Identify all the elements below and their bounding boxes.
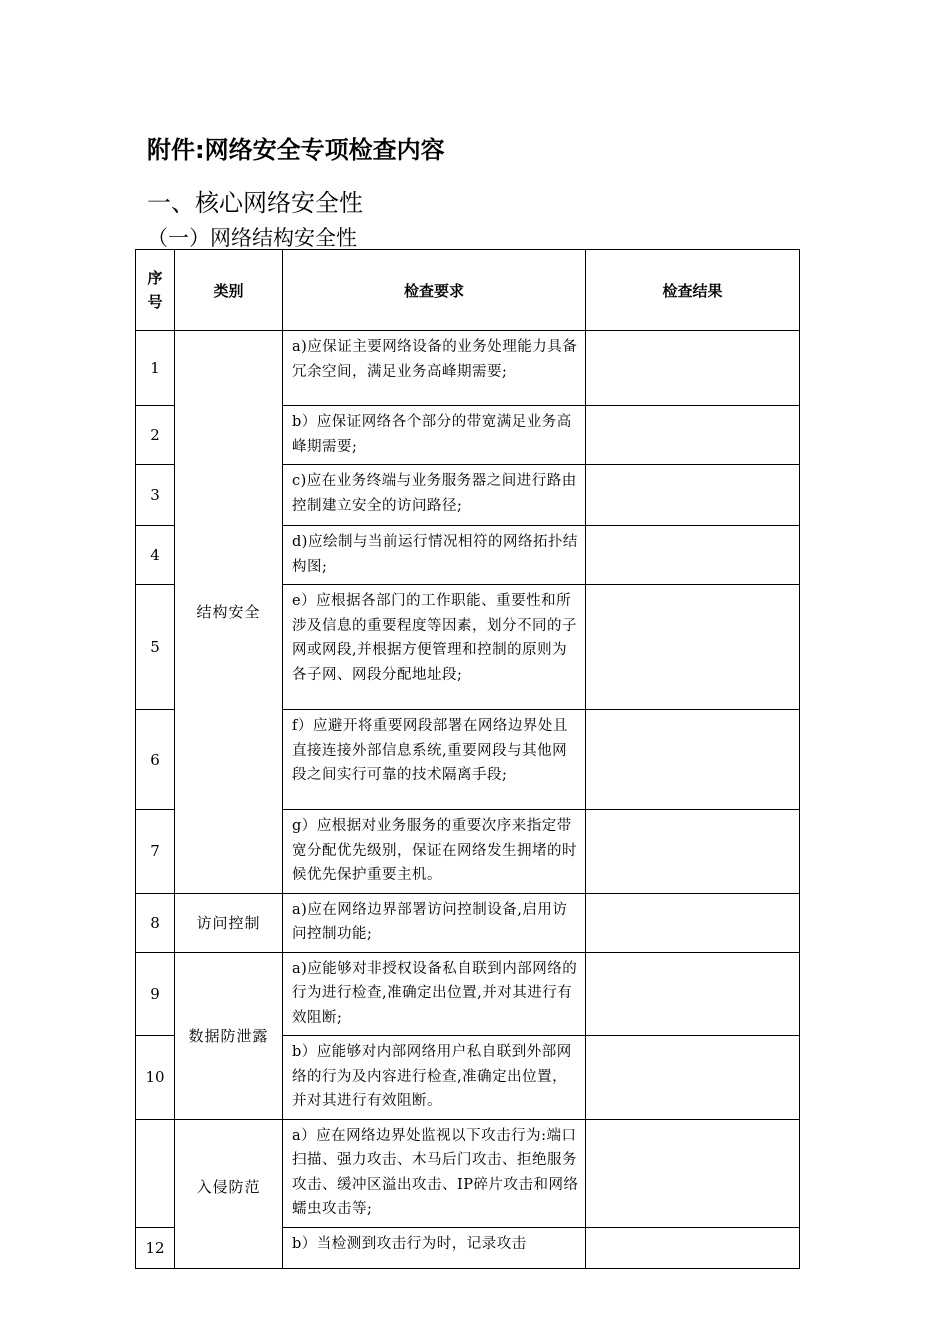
category-cell: 入侵防范 bbox=[175, 1119, 283, 1268]
row-number: 1 bbox=[136, 331, 175, 406]
result-cell bbox=[586, 1119, 800, 1227]
header-requirement: 检查要求 bbox=[283, 250, 586, 331]
result-cell bbox=[586, 1227, 800, 1268]
row-number: 10 bbox=[136, 1036, 175, 1120]
category-cell: 结构安全 bbox=[175, 331, 283, 894]
requirement-cell: a)应能够对非授权设备私自联到内部网络的行为进行检查,准确定出位置,并对其进行有效阻断; bbox=[283, 952, 586, 1036]
requirement-cell: f）应避开将重要网段部署在网络边界处且直接连接外部信息系统,重要网段与其他网段之间实行可靠的技术隔离手段; bbox=[283, 710, 586, 810]
subsection-heading: （一）网络结构安全性 bbox=[147, 226, 357, 250]
table-row bbox=[136, 1119, 800, 1227]
header-no bbox=[136, 250, 175, 331]
row-number: 7 bbox=[136, 810, 175, 894]
table-header-row bbox=[136, 250, 800, 331]
header-no-label: 序号 bbox=[147, 269, 163, 311]
requirement-cell: b）当检测到攻击行为时，记录攻击 bbox=[283, 1227, 586, 1268]
page-title: 附件:网络安全专项检查内容 bbox=[147, 136, 445, 164]
row-number: 3 bbox=[136, 465, 175, 526]
result-cell bbox=[586, 1036, 800, 1120]
row-number bbox=[136, 1119, 175, 1227]
result-cell bbox=[586, 893, 800, 952]
row-number: 6 bbox=[136, 710, 175, 810]
header-result: 检查结果 bbox=[586, 250, 800, 331]
requirement-cell: g）应根据对业务服务的重要次序来指定带宽分配优先级别，保证在网络发生拥堵的时候优先保护重要主机。 bbox=[283, 810, 586, 894]
row-number: 12 bbox=[136, 1227, 175, 1268]
table-row bbox=[136, 952, 800, 1036]
row-number: 9 bbox=[136, 952, 175, 1036]
result-cell bbox=[586, 710, 800, 810]
requirement-cell: b）应保证网络各个部分的带宽满足业务高峰期需要; bbox=[283, 406, 586, 465]
row-number: 5 bbox=[136, 585, 175, 710]
result-cell bbox=[586, 952, 800, 1036]
result-cell bbox=[586, 406, 800, 465]
result-cell bbox=[586, 465, 800, 526]
header-category: 类别 bbox=[175, 250, 283, 331]
row-number: 2 bbox=[136, 406, 175, 465]
requirement-cell: d)应绘制与当前运行情况相符的网络拓扑结构图; bbox=[283, 526, 586, 585]
requirement-cell: a)应保证主要网络设备的业务处理能力具备冗余空间，满足业务高峰期需要; bbox=[283, 331, 586, 406]
result-cell bbox=[586, 331, 800, 406]
category-cell: 数据防泄露 bbox=[175, 952, 283, 1119]
requirement-cell: a）应在网络边界处监视以下攻击行为:端口扫描、强力攻击、木马后门攻击、拒绝服务攻击、缓冲区溢出攻击、IP碎片攻击和网络蠕虫攻击等; bbox=[283, 1119, 586, 1227]
table-row bbox=[136, 893, 800, 952]
requirement-cell: a)应在网络边界部署访问控制设备,启用访问控制功能; bbox=[283, 893, 586, 952]
requirement-cell: c)应在业务终端与业务服务器之间进行路由控制建立安全的访问路径; bbox=[283, 465, 586, 526]
category-cell: 访问控制 bbox=[175, 893, 283, 952]
requirement-cell: e）应根据各部门的工作职能、重要性和所涉及信息的重要程度等因素，划分不同的子网或网段,并根据方便管理和控制的原则为各子网、网段分配地址段; bbox=[283, 585, 586, 710]
result-cell bbox=[586, 810, 800, 894]
row-number: 8 bbox=[136, 893, 175, 952]
row-number: 4 bbox=[136, 526, 175, 585]
check-table bbox=[135, 249, 800, 1269]
section-heading: 一、核心网络安全性 bbox=[147, 189, 363, 217]
requirement-cell: b）应能够对内部网络用户私自联到外部网络的行为及内容进行检查,准确定出位置，并对其进行有效阻断。 bbox=[283, 1036, 586, 1120]
result-cell bbox=[586, 585, 800, 710]
result-cell bbox=[586, 526, 800, 585]
table-row bbox=[136, 331, 800, 406]
